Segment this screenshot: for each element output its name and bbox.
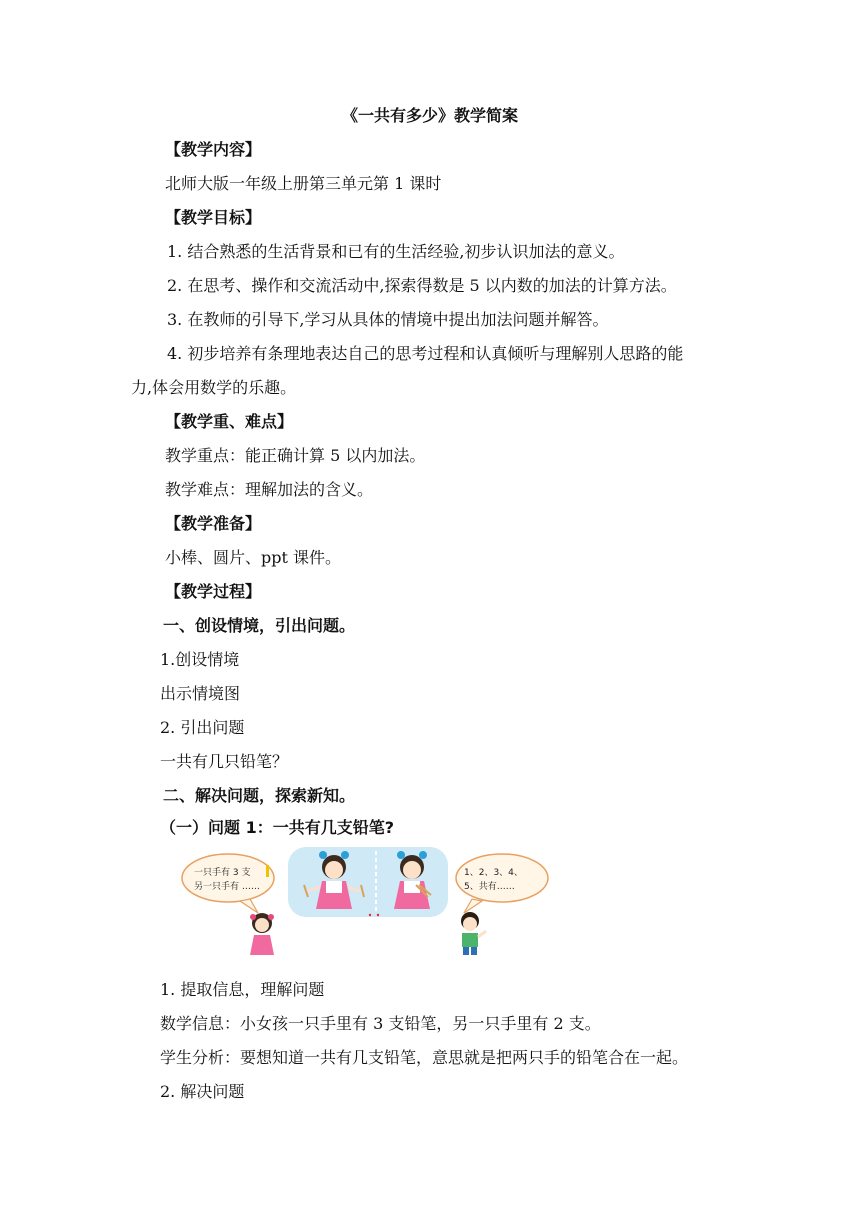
part1-heading: 一、创设情境，引出问题。 <box>163 616 356 635</box>
goal-2: 2. 在思考、操作和交流活动中,探索得数是 5 以内数的加法的计算方法。 <box>167 276 677 295</box>
goal-3: 3. 在教师的引导下,学习从具体的情境中提出加法问题并解答。 <box>167 310 609 329</box>
heading-goals: 【教学目标】 <box>165 208 262 227</box>
preparation-text: 小棒、圆片、ppt 课件。 <box>165 548 342 567</box>
sub1-heading: （一）问题 1：一共有几支铅笔? <box>160 818 394 837</box>
content-text: 北师大版一年级上册第三单元第 1 课时 <box>165 174 442 193</box>
page-title: 《一共有多少》教学简案 <box>341 106 518 125</box>
goal-1: 1. 结合熟悉的生活背景和已有的生活经验,初步认识加法的意义。 <box>167 242 625 261</box>
bubble-right-line2: 5、共有…… <box>464 882 515 892</box>
sub-step-2: 2. 解决问题 <box>160 1082 245 1101</box>
goal-4-line1: 4. 初步培养有条理地表达自己的思考过程和认真倾听与理解别人思路的能 <box>167 344 684 363</box>
pencil-scene-illustration <box>180 845 550 960</box>
small-boy-figure <box>461 912 486 955</box>
part2-heading: 二、解决问题，探索新知。 <box>163 786 356 805</box>
bubble-right-line1: 1、2、3、4、 <box>464 868 523 878</box>
difficult-point: 教学难点：理解加法的含义。 <box>165 480 374 499</box>
heading-preparation: 【教学准备】 <box>165 514 262 533</box>
goal-4-line2: 力,体会用数学的乐趣。 <box>131 378 297 397</box>
bubble-left-line1: 一只手有 3 支 <box>194 868 251 878</box>
key-point: 教学重点：能正确计算 5 以内加法。 <box>165 446 426 465</box>
step1: 1.创设情境 <box>160 650 240 669</box>
step1-text: 出示情境图 <box>160 684 241 703</box>
step2-text: 一共有几只铅笔？ <box>160 752 289 771</box>
heading-content: 【教学内容】 <box>165 140 262 159</box>
heading-process: 【教学过程】 <box>165 582 262 601</box>
sub-step-1: 1. 提取信息，理解问题 <box>160 980 325 999</box>
heading-key-points: 【教学重、难点】 <box>165 412 294 431</box>
bubble-left-line2: 另一只手有 …… <box>194 882 260 892</box>
small-girl-figure <box>250 913 274 955</box>
step2: 2. 引出问题 <box>160 718 245 737</box>
student-analysis: 学生分析：要想知道一共有几支铅笔，意思就是把两只手的铅笔合在一起。 <box>160 1048 689 1067</box>
math-info: 数学信息：小女孩一只手里有 3 支铅笔，另一只手里有 2 支。 <box>160 1014 601 1033</box>
